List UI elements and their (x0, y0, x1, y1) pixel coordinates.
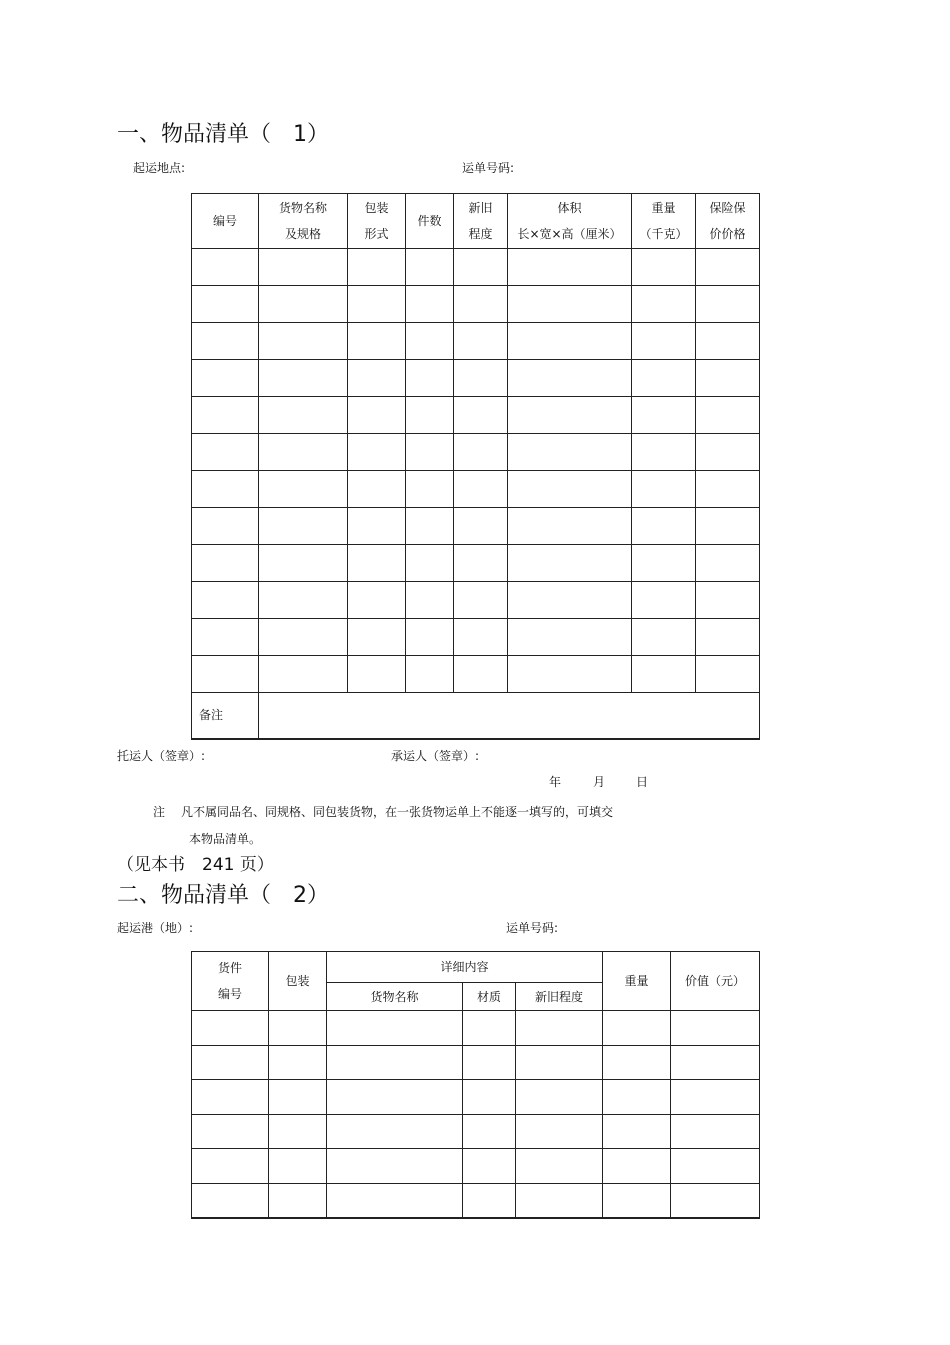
table-row (192, 286, 760, 323)
table-cell[interactable] (192, 434, 259, 471)
header-packaging-2: 包装 (269, 952, 327, 1011)
table-cell[interactable] (696, 323, 760, 360)
table-cell[interactable] (463, 1011, 516, 1046)
date-day: 日 (636, 775, 649, 789)
header-quantity: 件数 (406, 194, 454, 249)
carrier-signature-label: 承运人（签章）: (391, 749, 480, 763)
table-row (192, 545, 760, 582)
table-row (192, 619, 760, 656)
table-cell[interactable] (406, 323, 454, 360)
table-row (192, 434, 760, 471)
table-cell[interactable] (696, 397, 760, 434)
table-cell[interactable] (454, 323, 508, 360)
table-row (192, 656, 760, 693)
table-cell[interactable] (269, 1045, 327, 1080)
table-cell[interactable] (259, 286, 348, 323)
table-row (192, 323, 760, 360)
table-cell[interactable] (632, 434, 696, 471)
table-row (192, 508, 760, 545)
table-cell[interactable] (259, 545, 348, 582)
table-cell[interactable] (259, 249, 348, 286)
table-row (192, 397, 760, 434)
table-row (192, 249, 760, 286)
table-cell[interactable] (603, 1149, 671, 1184)
table-row (192, 1114, 760, 1149)
header-value: 价值（元） (671, 952, 760, 1011)
remark-label: 备注 (192, 693, 259, 739)
table-cell[interactable] (406, 360, 454, 397)
table-cell[interactable] (192, 508, 259, 545)
table-1-header-row (192, 194, 760, 249)
table-cell[interactable] (463, 1114, 516, 1149)
table-cell[interactable] (348, 619, 406, 656)
table-cell[interactable] (192, 1149, 269, 1184)
table-cell[interactable] (192, 397, 259, 434)
table-cell[interactable] (671, 1011, 760, 1046)
section1-title: 一、物品清单（ 1） (117, 122, 329, 147)
table-cell[interactable] (192, 360, 259, 397)
table-cell[interactable] (671, 1183, 760, 1218)
header-condition: 新旧 程度 (454, 194, 508, 249)
table-cell[interactable] (632, 508, 696, 545)
date-year: 年 (549, 775, 562, 789)
table-cell[interactable] (696, 471, 760, 508)
table-row (192, 1045, 760, 1080)
remark-field[interactable] (259, 693, 760, 739)
table-cell[interactable] (259, 582, 348, 619)
header-condition-2: 新旧程度 (516, 983, 603, 1011)
table-cell[interactable] (696, 249, 760, 286)
table-cell[interactable] (696, 286, 760, 323)
item-list-table-1 (191, 193, 760, 740)
table-cell[interactable] (671, 1045, 760, 1080)
header-cargo-number: 货件 编号 (192, 952, 269, 1011)
table-cell[interactable] (259, 360, 348, 397)
table-cell[interactable] (516, 1045, 603, 1080)
table-cell[interactable] (406, 656, 454, 693)
table-cell[interactable] (192, 1080, 269, 1115)
table-cell[interactable] (508, 656, 632, 693)
table-row (192, 1183, 760, 1218)
table-cell[interactable] (192, 471, 259, 508)
table-cell[interactable] (259, 619, 348, 656)
header-material: 材质 (463, 983, 516, 1011)
table-2-header-row-1 (192, 952, 760, 983)
table-cell[interactable] (406, 397, 454, 434)
table-cell[interactable] (696, 545, 760, 582)
table-cell[interactable] (192, 619, 259, 656)
table-cell[interactable] (406, 619, 454, 656)
table-cell[interactable] (632, 656, 696, 693)
table-cell[interactable] (463, 1183, 516, 1218)
table-cell[interactable] (269, 1080, 327, 1115)
table-cell[interactable] (406, 508, 454, 545)
table-cell[interactable] (454, 619, 508, 656)
table-cell[interactable] (454, 508, 508, 545)
table-cell[interactable] (508, 286, 632, 323)
table-row (192, 360, 760, 397)
table-row (192, 471, 760, 508)
header-volume: 体积 长×宽×高（厘米） (508, 194, 632, 249)
header-insured-value: 保险保 价价格 (696, 194, 760, 249)
table-cell[interactable] (192, 1011, 269, 1046)
table-cell[interactable] (632, 545, 696, 582)
table-cell[interactable] (406, 582, 454, 619)
header-weight-2: 重量 (603, 952, 671, 1011)
table-cell[interactable] (327, 1183, 463, 1218)
table-cell[interactable] (327, 1080, 463, 1115)
note-line-1: 凡不属同品名、同规格、同包装货物，在一张货物运单上不能逐一填写的，可填交 (181, 805, 614, 819)
table-cell[interactable] (259, 397, 348, 434)
table-cell[interactable] (348, 545, 406, 582)
table-cell[interactable] (463, 1080, 516, 1115)
table-cell[interactable] (406, 434, 454, 471)
table-cell[interactable] (192, 323, 259, 360)
table-cell[interactable] (603, 1011, 671, 1046)
table-cell[interactable] (696, 619, 760, 656)
item-list-table-2 (191, 951, 760, 1219)
section2-title: 二、物品清单（ 2） (117, 883, 329, 908)
table-cell[interactable] (508, 582, 632, 619)
table-cell[interactable] (516, 1080, 603, 1115)
table-cell[interactable] (508, 619, 632, 656)
table-cell[interactable] (516, 1011, 603, 1046)
table-cell[interactable] (671, 1114, 760, 1149)
table-cell[interactable] (603, 1114, 671, 1149)
note-line-2: 本物品清单。 (189, 832, 262, 846)
table-cell[interactable] (327, 1011, 463, 1046)
table-cell[interactable] (259, 434, 348, 471)
table-cell[interactable] (348, 508, 406, 545)
table-cell[interactable] (327, 1114, 463, 1149)
table-cell[interactable] (508, 323, 632, 360)
table-cell[interactable] (454, 397, 508, 434)
table-cell[interactable] (269, 1011, 327, 1046)
table-cell[interactable] (348, 434, 406, 471)
table-cell[interactable] (454, 545, 508, 582)
note-marker: 注 (153, 805, 166, 819)
table-cell[interactable] (269, 1114, 327, 1149)
table-cell[interactable] (269, 1149, 327, 1184)
table-cell[interactable] (516, 1149, 603, 1184)
table-cell[interactable] (603, 1045, 671, 1080)
table-cell[interactable] (406, 471, 454, 508)
table-cell[interactable] (406, 545, 454, 582)
table-cell[interactable] (259, 323, 348, 360)
table-cell[interactable] (632, 249, 696, 286)
table-cell[interactable] (348, 582, 406, 619)
table-cell[interactable] (454, 249, 508, 286)
table-cell[interactable] (632, 619, 696, 656)
table-cell[interactable] (192, 656, 259, 693)
table-cell[interactable] (259, 656, 348, 693)
table-row (192, 1011, 760, 1046)
table-cell[interactable] (327, 1149, 463, 1184)
table-cell[interactable] (454, 360, 508, 397)
table-cell[interactable] (508, 249, 632, 286)
table-cell[interactable] (671, 1080, 760, 1115)
table-cell[interactable] (406, 286, 454, 323)
table-cell[interactable] (632, 360, 696, 397)
table-cell[interactable] (327, 1045, 463, 1080)
table-cell[interactable] (454, 582, 508, 619)
table-cell[interactable] (516, 1183, 603, 1218)
table-cell[interactable] (192, 582, 259, 619)
table-cell[interactable] (454, 434, 508, 471)
header-number: 编号 (192, 194, 259, 249)
table-cell[interactable] (259, 471, 348, 508)
date-month: 月 (593, 775, 606, 789)
table-cell[interactable] (348, 323, 406, 360)
table-cell[interactable] (671, 1149, 760, 1184)
table-cell[interactable] (348, 656, 406, 693)
table-cell[interactable] (603, 1183, 671, 1218)
header-details: 详细内容 (327, 952, 603, 983)
table-cell[interactable] (516, 1114, 603, 1149)
table-cell[interactable] (696, 434, 760, 471)
table-cell[interactable] (632, 397, 696, 434)
table-cell[interactable] (348, 286, 406, 323)
table-cell[interactable] (632, 286, 696, 323)
table-cell[interactable] (348, 249, 406, 286)
book-reference: （见本书 241 页） (117, 855, 274, 875)
header-goods-name-2: 货物名称 (327, 983, 463, 1011)
table-cell[interactable] (192, 1045, 269, 1080)
table-cell[interactable] (192, 545, 259, 582)
waybill-label: 运单号码: (462, 161, 515, 175)
header-weight: 重量 （千克） (632, 194, 696, 249)
table-cell[interactable] (696, 656, 760, 693)
table-cell[interactable] (508, 545, 632, 582)
table-cell[interactable] (696, 508, 760, 545)
table-cell[interactable] (259, 508, 348, 545)
origin-port-label: 起运港（地）: (117, 921, 194, 935)
shipper-signature-label: 托运人（签章）: (117, 749, 206, 763)
waybill-label-2: 运单号码: (506, 921, 559, 935)
table-cell[interactable] (632, 471, 696, 508)
table-cell[interactable] (192, 1114, 269, 1149)
table-cell[interactable] (348, 471, 406, 508)
table-cell[interactable] (463, 1045, 516, 1080)
table-cell[interactable] (508, 397, 632, 434)
table-cell[interactable] (603, 1080, 671, 1115)
header-goods-name: 货物名称 及规格 (259, 194, 348, 249)
table-cell[interactable] (192, 1183, 269, 1218)
table-cell[interactable] (348, 360, 406, 397)
table-cell[interactable] (632, 323, 696, 360)
table-row (192, 1080, 760, 1115)
table-cell[interactable] (348, 397, 406, 434)
table-cell[interactable] (406, 249, 454, 286)
remark-row (192, 693, 760, 739)
table-row (192, 1149, 760, 1184)
table-cell[interactable] (696, 582, 760, 619)
table-cell[interactable] (463, 1149, 516, 1184)
table-cell[interactable] (454, 286, 508, 323)
table-cell[interactable] (192, 286, 259, 323)
table-cell[interactable] (454, 656, 508, 693)
table-cell[interactable] (192, 249, 259, 286)
table-row (192, 582, 760, 619)
table-cell[interactable] (454, 471, 508, 508)
table-cell[interactable] (508, 471, 632, 508)
origin-label: 起运地点: (133, 161, 186, 175)
table-cell[interactable] (508, 508, 632, 545)
table-cell[interactable] (508, 360, 632, 397)
table-cell[interactable] (696, 360, 760, 397)
table-cell[interactable] (508, 434, 632, 471)
table-cell[interactable] (269, 1183, 327, 1218)
header-packaging: 包装 形式 (348, 194, 406, 249)
table-cell[interactable] (632, 582, 696, 619)
